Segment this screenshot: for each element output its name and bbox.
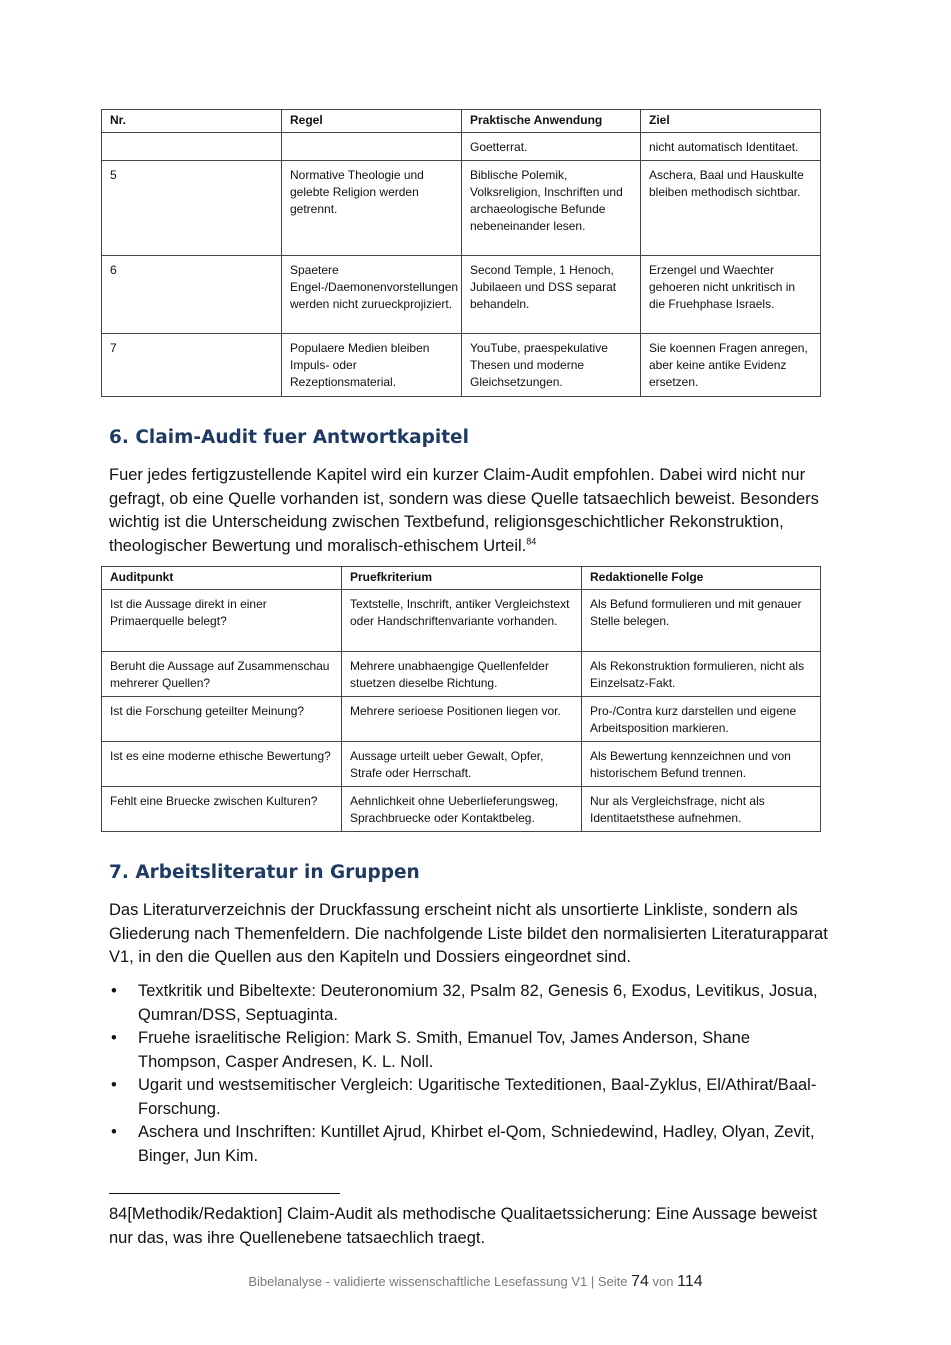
table-row [102, 256, 821, 334]
footer-text: Bibelanalyse - validierte wissenschaftliche Lesefassung V1 | Seite [248, 1274, 632, 1289]
table-cell: Second Temple, 1 Henoch, Jubilaeen und DSS separat behandeln. [462, 256, 641, 334]
table-cell: Populaere Medien bleiben Impuls- oder Rezeptionsmaterial. [282, 334, 462, 397]
table-cell: Mehrere serioese Positionen liegen vor. [342, 697, 582, 742]
footnote: 84[Methodik/Redaktion] Claim-Audit als methodische Qualitaetssicherung: Eine Aussage beweist nur das, was ihre Quellenebene tatsaechlich traegt. [109, 1205, 818, 1247]
column-header: Redaktionelle Folge [582, 567, 821, 590]
table-cell: Fehlt eine Bruecke zwischen Kulturen? [102, 787, 342, 832]
table-row [102, 697, 821, 742]
column-header: Nr. [102, 110, 282, 133]
table-cell: Textstelle, Inschrift, antiker Vergleichstext oder Handschriftenvariante vorhanden. [342, 590, 582, 652]
section-heading: 6. Claim-Audit fuer Antwortkapitel [109, 427, 469, 448]
list-item [109, 1027, 829, 1074]
table-row [102, 161, 821, 256]
table-cell: 6 [102, 256, 282, 334]
table-cell: Spaetere Engel-/Daemonenvorstellungen werden nicht zurueckprojiziert. [282, 256, 462, 334]
table-row [102, 133, 821, 161]
list-item [109, 980, 829, 1027]
table-cell: 5 [102, 161, 282, 256]
table-row [102, 334, 821, 397]
table-cell: Aehnlichkeit ohne Ueberlieferungsweg, Sprachbruecke oder Kontaktbeleg. [342, 787, 582, 832]
page-footer [0, 1273, 951, 1291]
column-header: Regel [282, 110, 462, 133]
table-cell: Aussage urteilt ueber Gewalt, Opfer, Strafe oder Herrschaft. [342, 742, 582, 787]
list-item [109, 1121, 829, 1168]
column-header: Ziel [641, 110, 821, 133]
table-cell: Biblische Polemik, Volksreligion, Inschriften und archaeologische Befunde nebeneinander lesen. [462, 161, 641, 256]
footnote-divider [109, 1193, 340, 1194]
page-number: 74 [631, 1273, 649, 1290]
column-header: Pruefkriterium [342, 567, 582, 590]
table-header-row [102, 110, 821, 133]
table-cell: Ist es eine moderne ethische Bewertung? [102, 742, 342, 787]
column-header: Praktische Anwendung [462, 110, 641, 133]
paragraph-text: Fuer jedes fertigzustellende Kapitel wird ein kurzer Claim-Audit empfohlen. Dabei wird nicht nur gefragt, ob eine Quelle vorhanden ist, sondern was diese Quelle tatsaechlich beweist. Besonders wichtig ist die Unterscheidung zwischen Textbefund, religionsgeschichtlicher Rekonstruktion, theologischer Bewertung und moralisch-ethischem Urteil. [109, 466, 819, 555]
table-cell: Pro-/Contra kurz darstellen und eigene Arbeitsposition markieren. [582, 697, 821, 742]
literature-list [109, 980, 829, 1168]
table-row [102, 742, 821, 787]
bullet-icon: • [111, 1076, 117, 1094]
table-header-row [102, 567, 821, 590]
table-cell: Mehrere unabhaengige Quellenfelder stuetzen dieselbe Richtung. [342, 652, 582, 697]
list-item [109, 1074, 829, 1121]
table-cell: Nur als Vergleichsfrage, nicht als Identitaetsthese aufnehmen. [582, 787, 821, 832]
claim-audit-table [101, 566, 821, 832]
table-cell: 7 [102, 334, 282, 397]
table-cell: Aschera, Baal und Hauskulte bleiben methodisch sichtbar. [641, 161, 821, 256]
table-row [102, 590, 821, 652]
footer-of-label: von [648, 1274, 678, 1289]
table-cell: Als Bewertung kennzeichnen und von historischem Befund trennen. [582, 742, 821, 787]
table-cell: Ist die Forschung geteilter Meinung? [102, 697, 342, 742]
page-total: 114 [677, 1273, 703, 1290]
list-item-text: Fruehe israelitische Religion: Mark S. Smith, Emanuel Tov, James Anderson, Shane Thompson, Casper Andresen, K. L. Noll. [138, 1029, 751, 1071]
table-row [102, 652, 821, 697]
table-cell: Normative Theologie und gelebte Religion werden getrennt. [282, 161, 462, 256]
table-cell [102, 133, 282, 161]
table-cell: Erzengel und Waechter gehoeren nicht unkritisch in die Fruehphase Israels. [641, 256, 821, 334]
column-header: Auditpunkt [102, 567, 342, 590]
table-cell: Als Rekonstruktion formulieren, nicht als Einzelsatz-Fakt. [582, 652, 821, 697]
table-cell: Ist die Aussage direkt in einer Primaerquelle belegt? [102, 590, 342, 652]
table-row [102, 787, 821, 832]
list-item-text: Ugarit und westsemitischer Vergleich: Ugaritische Texteditionen, Baal-Zyklus, El/Athirat/Baal-Forschung. [138, 1076, 817, 1118]
table-cell: Als Befund formulieren und mit genauer Stelle belegen. [582, 590, 821, 652]
section-paragraph: Das Literaturverzeichnis der Druckfassung erscheint nicht als unsortierte Linkliste, sondern als Gliederung nach Themenfeldern. Die nachfolgende Liste bildet den normalisierten Literaturapparat V1, in den die Quellen aus den Kapiteln und Dossiers eingeordnet sind. [109, 901, 828, 966]
table-cell: Beruht die Aussage auf Zusammenschau mehrerer Quellen? [102, 652, 342, 697]
table-cell: Sie koennen Fragen anregen, aber keine antike Evidenz ersetzen. [641, 334, 821, 397]
section-paragraph [109, 464, 829, 558]
section-heading: 7. Arbeitsliteratur in Gruppen [109, 862, 420, 883]
rules-table [101, 109, 821, 397]
table-cell: Goetterrat. [462, 133, 641, 161]
table-cell: nicht automatisch Identitaet. [641, 133, 821, 161]
footnote-reference[interactable]: 84 [526, 536, 537, 546]
list-item-text: Textkritik und Bibeltexte: Deuteronomium 32, Psalm 82, Genesis 6, Exodus, Levitikus, Josua, Qumran/DSS, Septuaginta. [138, 982, 818, 1024]
table-cell: YouTube, praespekulative Thesen und moderne Gleichsetzungen. [462, 334, 641, 397]
table-cell [282, 133, 462, 161]
bullet-icon: • [111, 1123, 117, 1141]
bullet-icon: • [111, 982, 117, 1000]
list-item-text: Aschera und Inschriften: Kuntillet Ajrud, Khirbet el-Qom, Schniedewind, Hadley, Olyan, Zevit, Binger, Jun Kim. [138, 1123, 815, 1165]
bullet-icon: • [111, 1029, 117, 1047]
